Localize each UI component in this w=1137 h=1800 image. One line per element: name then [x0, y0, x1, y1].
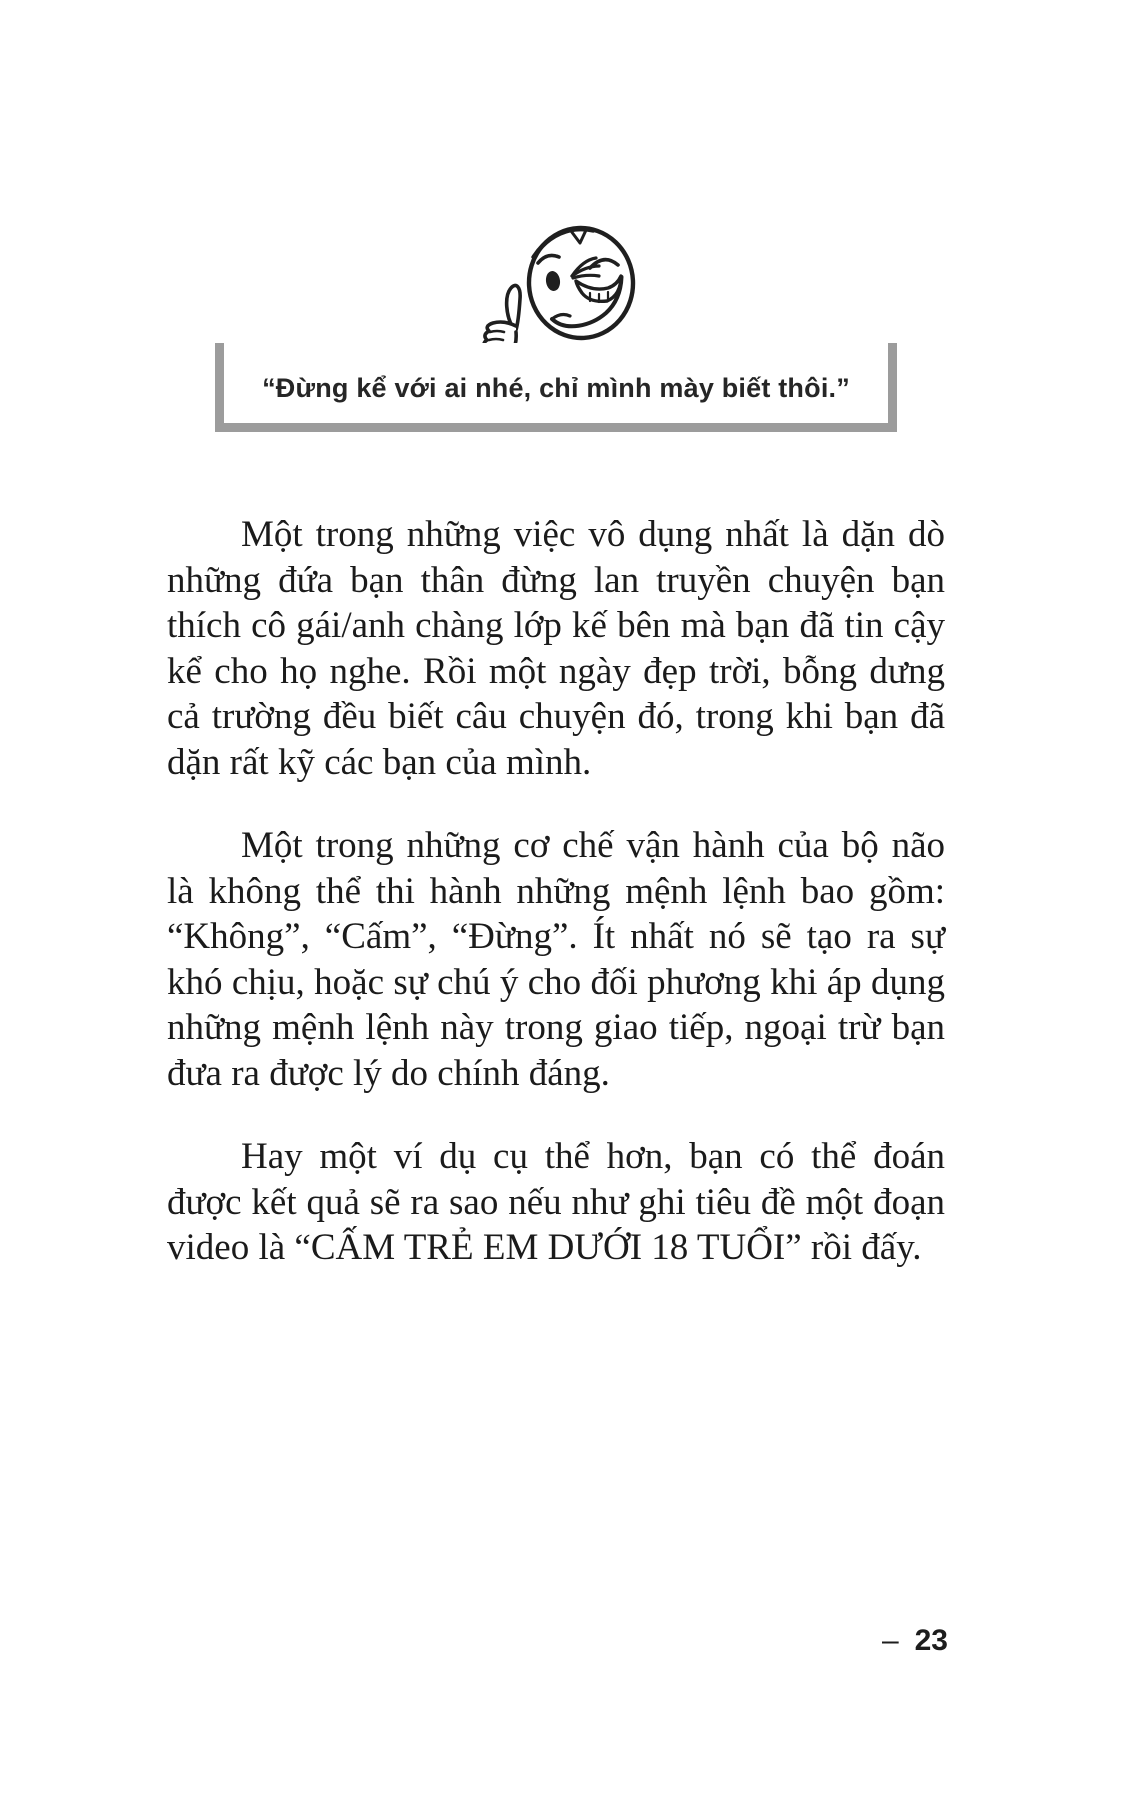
paragraph: Một trong những việc vô dụng nhất là dặn dò những đứa bạn thân đừng lan truyền chuyện bạn thích cô gái/anh chàng lớp kế bên mà bạn đã tin cậy kể cho họ nghe. Rồi một ngày đẹp trời, bỗng dưng cả trường đều biết câu chuyện đó, trong khi bạn đã dặn rất kỹ các bạn của mình.	[167, 514, 945, 783]
quote-box	[215, 343, 897, 432]
page-number-value: 23	[914, 1624, 948, 1657]
paragraph: Hay một ví dụ cụ thể hơn, bạn có thể đoán được kết quả sẽ ra sao nếu như ghi tiêu đề một đoạn video là “CẤM TRẺ EM DƯỚI 18 TUỔI” rồi đấy.	[167, 1136, 945, 1268]
page-number-dash: –	[881, 1624, 899, 1657]
page-number	[790, 1624, 948, 1658]
quote-text: “Đừng kể với ai nhé, chỉ mình mày biết thôi.”	[262, 372, 850, 403]
body-text	[167, 512, 945, 1309]
paragraph: Một trong những cơ chế vận hành của bộ não là không thể thi hành những mệnh lệnh bao gồm: “Không”, “Cấm”, “Đừng”. Ít nhất nó sẽ tạo ra sự khó chịu, hoặc sự chú ý cho đối phương khi áp dụng những mệnh lệnh này trong giao tiếp, ngoại trừ bạn đưa ra được lý do chính đáng.	[167, 825, 945, 1094]
